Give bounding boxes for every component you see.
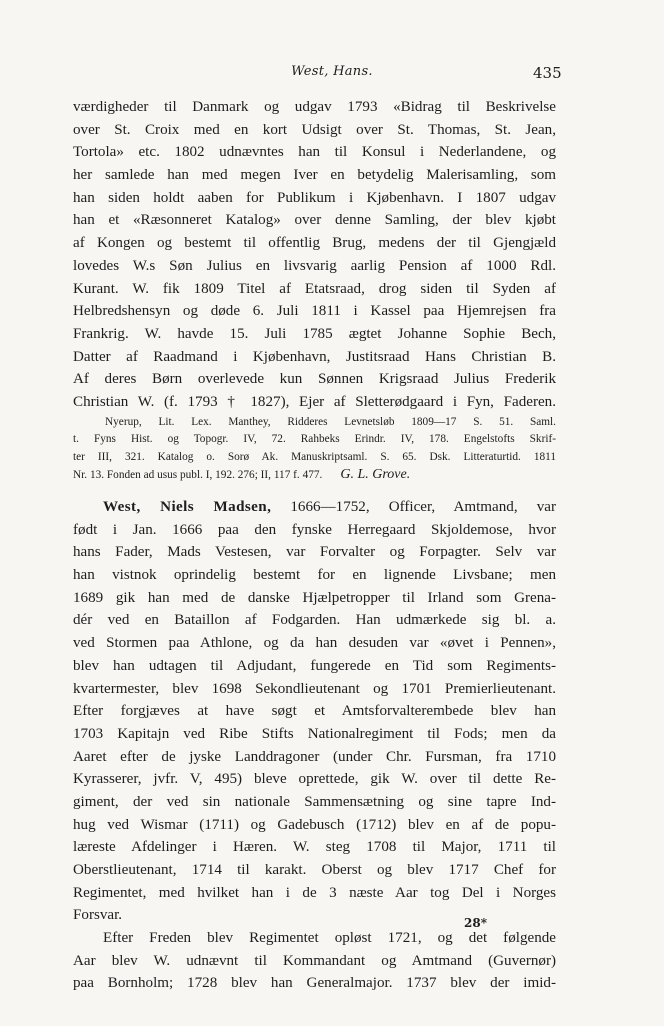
text-line: Af deres Børn overlevede kun Sønnen Krigsraad Julius Frederik — [73, 371, 556, 388]
text-line: Efter Freden blev Regimentet opløst 1721, og det følgende — [103, 930, 556, 947]
text-line: værdigheder til Danmark og udgav 1793 «Bidrag til Beskrivelse — [73, 99, 556, 115]
text-line: Christian W. (f. 1793 † 1827), Ejer af Sletterødgaard i Fyn, Faderen. — [73, 393, 556, 410]
author-signature: G. L. Grove. — [340, 467, 411, 483]
text-line: giment, der ved sin nationale Sammensætning og sine tapre Ind- — [73, 793, 556, 810]
text-line: han vistnok oprindelig bestemt for en lignende Livsbane; men — [73, 567, 556, 584]
text-line: Kyrasserer, jvfr. V, 495) bleve oprettede, gik W. over til dette Re- — [73, 771, 556, 788]
entry-heading-rest: 1666—1752, Officer, Amtmand, var — [271, 499, 556, 515]
text-line: hans Fader, Mads Vestesen, var Forvalter og Forpagter. Selv var — [73, 544, 556, 561]
text-line: blev han udtagen til Adjudant, fungerede en Tid som Regiments- — [73, 657, 556, 674]
text-line: Datter af Raadmand i Kjøbenhavn, Justitsraad Hans Christian B. — [73, 348, 556, 365]
running-head: West, Hans. — [291, 64, 373, 79]
reference-text: Nr. 13. Fonden ad usus publ. I, 192. 276; II, 117 f. 477. — [73, 469, 323, 482]
text-line: han siden holdt aaben for Publikum i Kjøbenhavn. I 1807 udgav — [73, 189, 556, 206]
entry-separator — [73, 484, 556, 496]
text-line: Oberstlieutenant, 1714 til karakt. Oberst og blev 1717 Chef for — [73, 862, 556, 878]
reference-line: t. Fyns Hist. og Topogr. IV, 72. Rahbeks Erindr. IV, 178. Engelstofts Skrif- — [73, 433, 556, 446]
references-block — [73, 414, 556, 484]
entry-heading: West, Niels Madsen, — [103, 499, 272, 515]
text-line: paa Bornholm; 1728 blev han Generalmajor. 1737 blev der imid- — [73, 975, 556, 992]
text-line: hug ved Wismar (1711) og Gadebusch (1712) blev en af de popu- — [73, 816, 556, 833]
text-line: læreste Afdelinger i Hæren. W. steg 1708 til Major, 1711 til — [73, 839, 556, 856]
text-line: over St. Croix med en kort Udsigt over St. Thomas, St. Jean, — [73, 121, 556, 138]
reference-line: Nyerup, Lit. Lex. Manthey, Ridderes Levnetsløb 1809—17 S. 51. Saml. — [105, 415, 556, 428]
page-number: 435 — [533, 64, 562, 82]
text-line: Tortola» etc. 1802 udnævntes han til Konsul i Nederlandene, og — [73, 144, 556, 161]
printer-signature: 28* — [464, 916, 487, 930]
text-line: Helbredshensyn og døde 6. Juli 1811 i Kassel paa Hjemrejsen fra — [73, 303, 556, 320]
text-line: dér ved en Bataillon af Fodgarden. Han udmærkede sig bl. a. — [73, 612, 556, 629]
text-line: af Kongen og bestemt til offentlig Brug, medens der til Gjengjæld — [73, 235, 556, 252]
reference-line — [73, 466, 556, 484]
text-line: her samlede han med megen Iver en betydelig Malerisamling, som — [73, 167, 556, 184]
text-line: 1689 gik han med de danske Hjælpetropper til Irland som Grena- — [73, 589, 556, 606]
text-line: 1703 Kapitajn ved Ribe Stifts Nationalregiment til Fods; men da — [73, 725, 556, 742]
text-line: Kurant. W. fik 1809 Titel af Etatsraad, drog siden til Syden af — [73, 280, 556, 297]
text-line: Efter forgjæves at have søgt et Amtsforvalterembede blev han — [73, 703, 556, 720]
text-line: kvartermester, blev 1698 Sekondlieutenant og 1701 Premierlieutenant. — [73, 680, 556, 697]
reference-line: ter III, 321. Katalog o. Sorø Ak. Manuskriptsaml. S. 65. Dsk. Litteraturtid. 1811 — [73, 450, 556, 463]
text-line: lovedes W.s Søn Julius en livsvarig aarlig Pension af 1000 Rdl. — [73, 257, 556, 274]
entry-west-hans-paragraph — [73, 96, 556, 414]
text-line — [73, 496, 556, 519]
text-line: født i Jan. 1666 paa den fynske Herregaard Skjoldemose, hvor — [73, 521, 556, 538]
text-line: Frankrig. W. havde 15. Juli 1785 ægtet Johanne Sophie Bech, — [73, 325, 556, 342]
text-line: han et «Ræsonneret Katalog» over denne Samling, der blev kjøbt — [73, 212, 556, 229]
body-text — [73, 96, 556, 995]
text-line: Aaret efter de jyske Landdragoner (under Chr. Fursman, fra 1710 — [73, 748, 556, 765]
text-line: ved Stormen paa Athlone, og da han desuden var «øvet i Pennen», — [73, 635, 556, 652]
text-line: Aar blev W. udnævnt til Kommandant og Amtmand (Guvernør) — [73, 952, 556, 969]
text-line: Forsvar. — [73, 907, 123, 924]
text-line: Regimentet, med hvilket han i de 3 næste Aar tog Del i Norges — [73, 884, 556, 901]
